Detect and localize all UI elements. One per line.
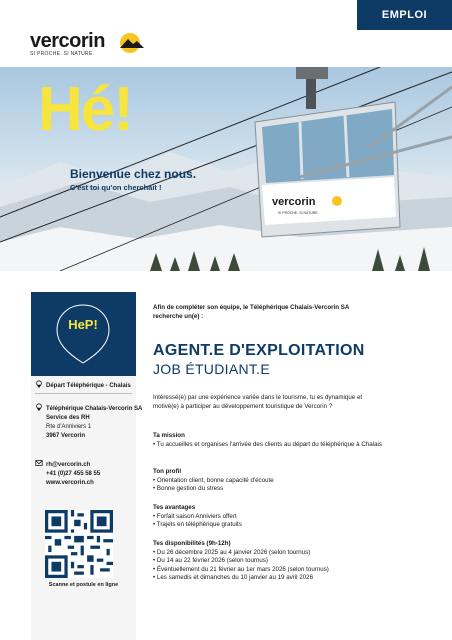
cabin-tagline-text: SI PROCHE. SI NATURE. <box>278 211 319 215</box>
logo-tagline: SI PROCHE. SI NATURE. <box>30 51 95 57</box>
job-title: AGENT.E D'EXPLOITATION <box>153 342 365 359</box>
company-street: Rte d'Anniviers 1 <box>46 424 92 430</box>
sun-mountain-icon <box>116 32 146 54</box>
lead-text: Intéressé(e) par une expérience variée dans le tourisme, tu es dynamique et motivé(e) à participer au développement touristique de Vercorin ? <box>153 394 363 410</box>
hep-badge-icon <box>55 303 111 365</box>
company-name: Téléphérique Chalais-Vercorin SA <box>46 406 143 412</box>
section-item: • Trajets en téléphérique gratuits <box>153 521 242 528</box>
qr-code[interactable] <box>45 510 113 578</box>
email-icon <box>35 459 43 467</box>
job-subtitle: JOB ÉTUDIANT.E <box>153 361 270 377</box>
hep-badge-label: HeP! <box>68 317 98 332</box>
section-heading: Tes avantages <box>153 504 196 511</box>
contact-website[interactable]: www.vercorin.ch <box>46 480 94 486</box>
section-heading: Ton profil <box>153 468 182 475</box>
company-address <box>35 403 142 441</box>
section-item: • Tu accueilles et organises l'arrivée des clients au départ du téléphérique à Chalais <box>153 440 382 448</box>
section-item: • Éventuellement du 21 février au 1er mars 2026 (selon tournus) <box>153 565 329 573</box>
section-item: • Orientation client, bonne capacité d'écoute <box>153 476 274 484</box>
company-dept: Service des RH <box>46 415 90 421</box>
section-item: • Forfait saison Anniviers offert <box>153 512 237 520</box>
hero-greeting: Hé! <box>38 75 132 144</box>
hero-welcome-sub: C'est toi qu'on cherchait ! <box>70 183 162 192</box>
section-heading: Tes disponibilités (9h-12h) <box>153 540 231 547</box>
contact-info <box>35 459 100 488</box>
hero-welcome: Bienvenue chez nous. <box>70 167 197 181</box>
contact-email[interactable]: rh@vercorin.ch <box>46 462 91 468</box>
section-mission <box>153 432 383 449</box>
intro-text: Afin de compléter son équipe, le Téléphérique Chalais-Vercorin SA recherche un(e) : <box>153 304 350 320</box>
section-item: • Du 14 au 22 février 2026 (selon tournus) <box>153 557 268 564</box>
section-item: • Les samedis et dimanches du 10 janvier au 19 avril 2026 <box>153 574 314 581</box>
cabin-brand-text: vercorin <box>272 196 316 208</box>
hero-banner <box>0 67 452 271</box>
qr-caption: Scanne et postule en ligne <box>48 582 119 588</box>
section-heading: Ta mission <box>153 432 185 439</box>
section-benefits <box>153 504 383 530</box>
contact-phone[interactable]: +41 (0)27 455 58 55 <box>46 471 101 477</box>
section-item: • Du 26 décembre 2025 au 4 janvier 2026 (selon tournus) <box>153 548 311 556</box>
divider <box>35 393 132 394</box>
brand-logo <box>30 30 105 57</box>
section-profile <box>153 468 383 494</box>
location-pin-icon <box>35 403 43 411</box>
section-availability <box>153 540 383 583</box>
logo-wordmark: vercorin <box>30 30 105 52</box>
company-city: 3967 Vercorin <box>46 433 86 439</box>
departure-label: Départ Téléphérique - Chalais <box>46 383 131 389</box>
category-tag: EMPLOI <box>357 0 452 30</box>
departure-row <box>35 380 131 391</box>
section-item: • Bonne gestion du stress <box>153 485 224 492</box>
location-pin-icon <box>35 380 43 388</box>
